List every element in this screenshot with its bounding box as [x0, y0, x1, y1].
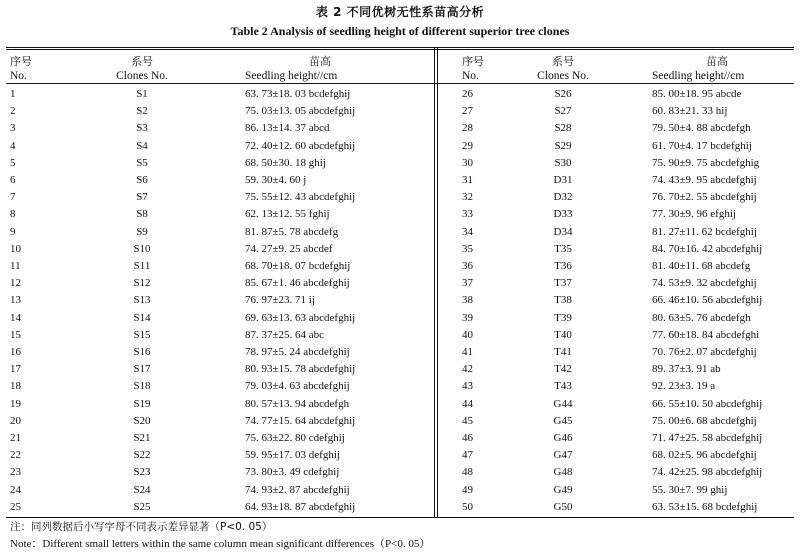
cell-height-left: 78. 97±5. 24 abcdefghij [245, 346, 350, 358]
cell-no-left: 11 [10, 260, 21, 272]
cell-height-left: 74. 27±9. 25 abcdef [245, 242, 333, 255]
cell-height-right: 85. 00±18. 95 abcde [652, 88, 742, 100]
cell-no-right: 34 [462, 225, 473, 238]
header-no-cn: 序号 [462, 55, 484, 68]
cell-no-left: 17 [10, 363, 21, 376]
cell-no-left: 22 [10, 449, 21, 462]
header-no-left [10, 54, 32, 84]
cell-height-left: 68. 50±30. 18 ghij [245, 156, 326, 169]
cell-no-right: 45 [462, 414, 473, 427]
cell-clone-right: T35 [554, 242, 572, 255]
cell-no-left: 9 [10, 225, 16, 238]
cell-height-left: 62. 13±12. 55 fghij [245, 208, 330, 221]
cell-clone-left: S25 [133, 500, 151, 513]
cell-height-left: 80. 93±15. 78 abcdefghij [245, 363, 356, 376]
cell-height-left: 74. 77±15. 64 abcdefghij [245, 414, 356, 427]
cell-no-right: 50 [462, 500, 473, 513]
header-clone-left [102, 54, 182, 84]
cell-height-right: 81. 27±11. 62 bcdefghij [652, 225, 757, 238]
cell-clone-right: S27 [554, 105, 572, 118]
cell-clone-left: S7 [136, 191, 148, 204]
table-row [0, 140, 800, 157]
cell-clone-right: T43 [554, 380, 572, 393]
cell-height-left: 79. 03±4. 63 abcdefghij [245, 380, 350, 393]
cell-no-right: 39 [462, 311, 473, 324]
cell-clone-right: D31 [553, 174, 573, 186]
cell-no-right: 35 [462, 242, 473, 255]
header-no-en: No. [10, 70, 27, 82]
cell-no-left: 5 [10, 156, 16, 169]
cell-no-right: 27 [462, 105, 473, 118]
cell-height-right: 71. 47±25. 58 abcdefghij [652, 432, 763, 444]
header-clone-cn: 系号 [552, 55, 574, 68]
cell-clone-right: G45 [553, 414, 573, 427]
cell-height-right: 75. 90±9. 75 abcdefghig [652, 156, 760, 169]
cell-no-left: 13 [10, 294, 21, 307]
cell-clone-right: S29 [554, 139, 572, 152]
cell-no-right: 30 [462, 156, 473, 169]
header-no-en: No. [462, 70, 479, 82]
cell-height-right: 63. 53±15. 68 bcdefghij [652, 500, 758, 513]
cell-no-left: 14 [10, 311, 21, 324]
table-row [0, 329, 800, 346]
table-row [0, 157, 800, 174]
cell-no-left: 16 [10, 346, 21, 358]
table-row [0, 484, 800, 501]
cell-clone-left: S9 [136, 225, 148, 238]
cell-clone-left: S18 [133, 380, 151, 393]
cell-clone-left: S5 [136, 156, 148, 169]
table-row [0, 88, 800, 105]
cell-clone-right: G48 [553, 466, 573, 479]
cell-clone-left: S19 [133, 397, 151, 410]
table-row [0, 432, 800, 449]
table-row [0, 260, 800, 277]
header-height-right [652, 54, 782, 84]
cell-height-right: 66. 46±10. 56 abcdefghij [652, 294, 763, 307]
cell-height-left: 72. 40±12. 60 abcdefghij [245, 139, 356, 152]
header-clone-right [523, 54, 603, 84]
cell-no-left: 2 [10, 105, 16, 118]
cell-height-left: 86. 13±14. 37 abcd [245, 122, 330, 135]
cell-clone-right: G47 [553, 449, 573, 462]
cell-height-left: 75. 03±13. 05 abcdefghij [245, 105, 356, 118]
cell-clone-right: S28 [554, 122, 572, 135]
cell-clone-left: S24 [133, 483, 151, 496]
cell-clone-left: S6 [136, 174, 148, 186]
cell-no-right: 36 [462, 260, 473, 272]
cell-no-right: 49 [462, 483, 473, 496]
cell-height-left: 68. 70±18. 07 bcdefghij [245, 260, 351, 272]
cell-no-left: 12 [10, 277, 21, 290]
cell-no-left: 24 [10, 483, 21, 496]
cell-no-right: 42 [462, 363, 473, 376]
cell-clone-right: D33 [553, 208, 573, 221]
cell-no-left: 21 [10, 432, 21, 444]
table-row [0, 208, 800, 225]
cell-height-right: 76. 70±2. 55 abcdefghij [652, 191, 757, 204]
header-clone-en: Clones No. [116, 70, 168, 82]
table-row [0, 243, 800, 260]
cell-clone-left: S21 [133, 432, 151, 444]
cell-clone-left: S10 [133, 242, 151, 255]
table-title-cn: 表 2 不同优树无性系苗高分析 [315, 5, 485, 19]
cell-height-right: 77. 60±18. 84 abcdefghi [652, 328, 760, 341]
cell-height-right: 66. 55±10. 50 abcdefghij [652, 397, 763, 410]
cell-height-left: 76. 97±23. 71 ij [245, 294, 315, 307]
header-clone-en: Clones No. [537, 70, 589, 82]
cell-height-right: 75. 00±6. 68 abcdefghij [652, 414, 757, 427]
cell-height-right: 92. 23±3. 19 a [652, 380, 716, 393]
header-height-en: Seedling height//cm [245, 70, 338, 82]
cell-no-right: 43 [462, 380, 473, 393]
cell-height-right: 61. 70±4. 17 bcdefghij [652, 139, 752, 152]
cell-no-left: 10 [10, 242, 21, 255]
cell-height-right: 68. 02±5. 96 abcdefghij [652, 449, 757, 462]
table-row [0, 449, 800, 466]
table-row [0, 226, 800, 243]
cell-no-left: 1 [10, 88, 16, 100]
cell-clone-right: T41 [554, 346, 572, 358]
cell-no-right: 46 [462, 432, 473, 444]
cell-clone-left: S11 [133, 260, 151, 272]
cell-height-right: 79. 50±4. 88 abcdefgh [652, 122, 751, 135]
cell-height-right: 89. 37±3. 91 ab [652, 363, 721, 376]
cell-height-left: 87. 37±25. 64 abc [245, 328, 325, 341]
table-row [0, 346, 800, 363]
cell-height-left: 59. 30±4. 60 j [245, 174, 307, 186]
cell-height-right: 70. 76±2. 07 abcdefghij [652, 346, 757, 358]
table-row [0, 174, 800, 191]
cell-height-left: 63. 73±18. 03 bcdefghij [245, 88, 351, 100]
cell-height-right: 74. 53±9. 32 abcdefghij [652, 277, 757, 290]
cell-clone-right: T42 [554, 363, 572, 376]
cell-clone-right: D32 [553, 191, 573, 204]
table-row [0, 415, 800, 432]
table-row [0, 312, 800, 329]
cell-no-right: 44 [462, 397, 473, 410]
table-row [0, 105, 800, 122]
cell-no-right: 48 [462, 466, 473, 479]
header-height-cn: 苗高 [706, 55, 728, 68]
header-height-cn: 苗高 [309, 55, 331, 68]
cell-height-left: 75. 63±22. 80 cdefghij [245, 432, 345, 444]
table-row [0, 277, 800, 294]
cell-height-left: 75. 55±12. 43 abcdefghij [245, 191, 356, 204]
cell-height-left: 80. 57±13. 94 abcdefgh [245, 397, 350, 410]
cell-clone-left: S17 [133, 363, 151, 376]
cell-clone-left: S1 [136, 88, 148, 100]
cell-height-right: 74. 43±9. 95 abcdefghij [652, 174, 757, 186]
cell-clone-left: S8 [136, 208, 148, 221]
table-title-en: Table 2 Analysis of seedling height of different superior tree clones [230, 24, 570, 38]
cell-no-right: 40 [462, 328, 473, 341]
table-row [0, 398, 800, 415]
cell-no-right: 29 [462, 139, 473, 152]
table-note-en: Note：Different small letters within the same column mean significant differences（P<0. 05） [10, 538, 431, 550]
header-no-right [462, 54, 484, 84]
cell-clone-left: S13 [133, 294, 151, 307]
top-rule [6, 47, 794, 48]
cell-height-left: 74. 93±2. 87 abcdefghij [245, 483, 350, 496]
cell-height-right: 84. 70±16. 42 abcdefghij [652, 242, 763, 255]
cell-clone-right: T39 [554, 311, 572, 324]
cell-clone-left: S4 [136, 139, 148, 152]
header-clone-cn: 系号 [131, 55, 153, 68]
cell-no-left: 7 [10, 191, 16, 204]
cell-clone-left: S23 [133, 466, 151, 479]
table-row [0, 466, 800, 483]
cell-no-left: 18 [10, 380, 21, 393]
cell-clone-right: S26 [554, 88, 572, 100]
cell-no-right: 37 [462, 277, 473, 290]
cell-clone-right: G46 [553, 432, 573, 444]
cell-clone-right: T36 [554, 260, 572, 272]
cell-height-left: 69. 63±13. 63 abcdefghij [245, 311, 356, 324]
table-row [0, 501, 800, 518]
cell-no-left: 23 [10, 466, 21, 479]
cell-no-right: 41 [462, 346, 473, 358]
cell-height-left: 59. 95±17. 03 defghij [245, 449, 340, 462]
table-row [0, 363, 800, 380]
cell-clone-right: T38 [554, 294, 572, 307]
cell-height-right: 77. 30±9. 96 efghij [652, 208, 736, 221]
cell-no-right: 32 [462, 191, 473, 204]
table-row [0, 122, 800, 139]
cell-clone-left: S22 [133, 449, 151, 462]
cell-no-left: 6 [10, 174, 16, 186]
cell-clone-right: D34 [553, 225, 573, 238]
table-note-cn: 注：同列数据后小写字母不同表示差异显著（P<0. 05） [10, 521, 273, 533]
cell-height-right: 74. 42±25. 98 abcdefghij [652, 466, 763, 479]
table-row [0, 191, 800, 208]
cell-no-left: 19 [10, 397, 21, 410]
cell-no-right: 31 [462, 174, 473, 186]
cell-no-right: 26 [462, 88, 473, 100]
cell-no-left: 3 [10, 122, 16, 135]
cell-clone-left: S15 [133, 328, 151, 341]
header-height-en: Seedling height//cm [652, 70, 745, 82]
cell-clone-left: S16 [133, 346, 151, 358]
header-no-cn: 序号 [10, 55, 32, 68]
cell-clone-left: S3 [136, 122, 148, 135]
cell-no-left: 25 [10, 500, 21, 513]
cell-clone-right: T40 [554, 328, 572, 341]
cell-height-right: 80. 63±5. 76 abcdefgh [652, 311, 751, 324]
cell-height-left: 73. 80±3. 49 cdefghij [245, 466, 340, 479]
cell-clone-left: S2 [136, 105, 148, 118]
cell-clone-left: S14 [133, 311, 151, 324]
cell-no-right: 28 [462, 122, 473, 135]
header-height-left [245, 54, 395, 84]
cell-clone-right: G44 [553, 397, 573, 410]
cell-no-right: 38 [462, 294, 473, 307]
table-row [0, 294, 800, 311]
cell-no-right: 33 [462, 208, 473, 221]
cell-no-left: 8 [10, 208, 16, 221]
cell-no-left: 4 [10, 139, 16, 152]
cell-height-left: 81. 87±5. 78 abcdefg [245, 225, 339, 238]
cell-clone-right: S30 [554, 156, 572, 169]
cell-no-right: 47 [462, 449, 473, 462]
cell-height-right: 81. 40±11. 68 abcdefg [652, 260, 751, 272]
cell-no-left: 15 [10, 328, 21, 341]
cell-height-left: 64. 93±18. 87 abcdefghij [245, 500, 356, 513]
cell-clone-left: S20 [133, 414, 151, 427]
cell-clone-right: G50 [553, 500, 573, 513]
cell-clone-right: G49 [553, 483, 573, 496]
table-row [0, 380, 800, 397]
cell-clone-left: S12 [133, 277, 151, 290]
cell-height-right: 55. 30±7. 99 ghij [652, 483, 728, 496]
cell-clone-right: T37 [554, 277, 572, 290]
top-rule-inner [6, 49, 794, 50]
cell-height-right: 60. 83±21. 33 hij [652, 105, 728, 118]
cell-height-left: 85. 67±1. 46 abcdefghij [245, 277, 350, 290]
cell-no-left: 20 [10, 414, 21, 427]
